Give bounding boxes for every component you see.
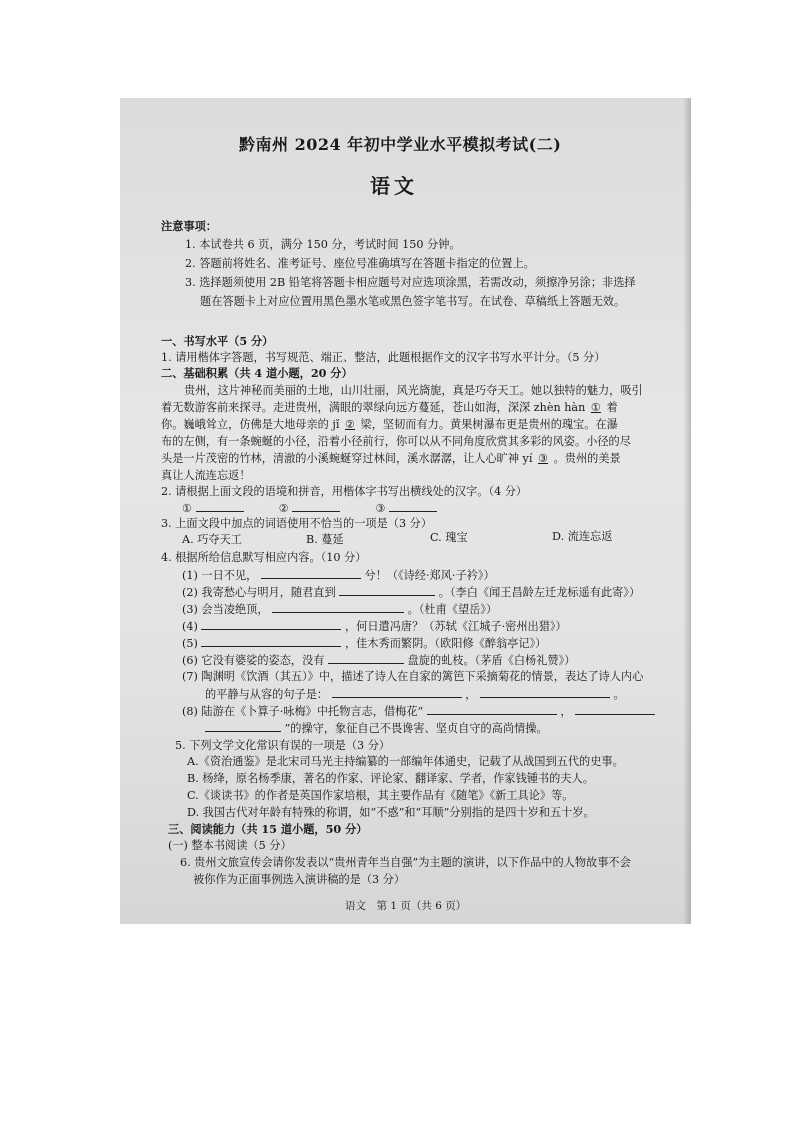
question-6: 被你作为正面事例选入演讲稿的是（3 分）: [193, 873, 406, 886]
passage-line: 真让人流连忘返！: [161, 469, 251, 482]
answer-line: [328, 652, 404, 664]
q2-blank-row: [182, 500, 437, 516]
passage-line: [161, 417, 618, 432]
answer-line: [201, 618, 341, 630]
q4-item-text: (8) 陆游在《卜算子·咏梅》中托物言志，借梅花“: [182, 705, 424, 718]
q4-item-text: (3) 会当凌绝顶，: [182, 603, 269, 616]
section-heading: 三、阅读能力（共 15 道小题，50 分）: [168, 822, 368, 836]
question-5: 5. 下列文学文化常识有误的一项是（3 分）: [175, 739, 391, 752]
answer-line: [480, 686, 610, 698]
q2-label: ②: [278, 502, 289, 515]
section-heading: 一、书写水平（5 分）: [161, 334, 274, 348]
passage-text: 。贵州的美景: [553, 452, 621, 465]
q3-option: C. 瑰宝: [430, 531, 468, 544]
answer-line: [427, 703, 557, 715]
q4-item: 的平静与从容的句子是： ， 。: [205, 688, 625, 701]
q5-option: D. 我国古代对年龄有特殊的称谓，如“不惑”和“耳顺”分别指的是四十岁和五十岁。: [187, 806, 595, 819]
passage-text: 头是一片茂密的竹林，清澈的小溪蜿蜒穿过林间，溪水潺潺，让人心旷神 yí: [161, 452, 533, 465]
q4-item: [205, 720, 548, 736]
q4-item-text: 盘旋的虬枝。（茅盾《白杨礼赞》）: [407, 654, 576, 667]
q4-item: [182, 584, 640, 600]
answer-line: [332, 686, 462, 698]
answer-line: [205, 720, 281, 732]
q4-item-text: (4): [182, 620, 198, 633]
answer-line: [196, 500, 244, 512]
blank-marker: ②: [344, 418, 355, 431]
question-1: 1. 请用楷体字答题，书写规范、端正、整洁，此题根据作文的汉字书写水平计分。（5 分）: [161, 351, 606, 364]
question-4: 4. 根据所给信息默写相应内容。（10 分）: [161, 551, 367, 564]
q4-item-text: ，佳木秀而繁阴。（欧阳修《醉翁亭记》）: [344, 637, 547, 650]
exam-title: 黔南州 2024 年初中学业水平模拟考试(二): [239, 135, 562, 154]
q4-item: (8) 陆游在《卜算子·咏梅》中托物言志，借梅花“ ，: [182, 703, 655, 719]
q2-label: ③: [375, 502, 386, 515]
passage-line: 布的左侧，有一条蜿蜒的小径，沿着小径前行，你可以从不同角度欣赏其多彩的风姿。小径的尽: [161, 435, 631, 448]
q4-item: [182, 618, 567, 634]
passage-text: 着无数游客前来探寻。走进贵州，满眼的翠绿向远方蔓延，苍山如海，深深 zhèn hàn: [161, 401, 586, 414]
section-heading: 二、基础积累（共 4 道小题，20 分）: [161, 366, 353, 380]
notice-item: 1. 本试卷共 6 页，满分 150 分，考试时间 150 分钟。: [185, 238, 461, 251]
q2-label: ①: [182, 502, 193, 515]
answer-line: [272, 601, 404, 613]
q4-item: (7) 陶渊明《饮酒（其五）》中，描述了诗人在自家的篱笆下采摘菊花的情景，表达了诗人内心: [182, 670, 644, 683]
q4-item-text: 。（杜甫《望岳》）: [407, 603, 498, 616]
q4-item: [182, 567, 495, 583]
q4-item-text: (6) 它没有婆娑的姿态，没有: [182, 654, 325, 667]
q3-option: A. 巧夺天工: [182, 533, 242, 546]
passage-line: [161, 400, 618, 415]
blank-marker: ③: [538, 452, 549, 465]
notice-item: 2. 答题前将姓名、准考证号、座位号准确填写在答题卡指定的位置上。: [185, 257, 535, 270]
q4-item-text: 的平静与从容的句子是：: [205, 688, 329, 701]
q5-option: A.《资治通鉴》是北宋司马光主持编纂的一部编年体通史，记载了从战国到五代的史事。: [187, 755, 624, 768]
q3-option: B. 蔓延: [306, 533, 344, 546]
answer-line: [339, 584, 435, 596]
q3-option: D. 流连忘返: [552, 530, 613, 543]
notice-item: 题在答题卡上对应位置用黑色墨水笔或黑色签字笔书写。在试卷、草稿纸上答题无效。: [200, 295, 626, 308]
answer-line: [261, 567, 361, 579]
q4-item-text: (5): [182, 637, 198, 650]
q5-option: C.《谈读书》的作者是英国作家培根，其主要作品有《随笔》《新工具论》等。: [187, 789, 574, 802]
q4-item-text: ，何日遣冯唐？（苏轼《江城子·密州出猎》）: [344, 620, 567, 633]
page-footer: 语文 第 1 页（共 6 页）: [345, 900, 467, 912]
passage-line: 贵州，这片神秘而美丽的土地，山川壮丽，风光旖旎，真是巧夺天工。她以独特的魅力，吸引: [184, 384, 643, 397]
q4-item-text: 兮！（《诗经·郑风·子衿》）: [364, 569, 495, 582]
blank-marker: ①: [590, 401, 601, 414]
passage-text: 你。巍峨耸立，仿佛是大地母亲的 jǐ: [161, 418, 340, 431]
q5-option: B. 杨绛，原名杨季康，著名的作家、评论家、翻译家、学者，作家钱锺书的夫人。: [187, 772, 594, 785]
q4-item: [182, 601, 497, 617]
passage-text: 着: [606, 401, 618, 414]
answer-line: [389, 500, 437, 512]
answer-line: [575, 703, 655, 715]
answer-line: [201, 635, 341, 647]
q4-item: [182, 635, 546, 651]
question-2: 2. 请根据上面文段的语境和拼音，用楷体字书写出横线处的汉字。（4 分）: [161, 485, 528, 498]
q4-item: [182, 652, 575, 668]
q4-item-text: ”的操守，象征自己不畏谗害、坚贞自守的高尚情操。: [284, 722, 548, 735]
passage-text: 梁，坚韧而有力。黄果树瀑布更是贵州的瑰宝。在瀑: [360, 418, 618, 431]
subject-title: 语文: [370, 174, 418, 198]
notice-item: 3. 选择题须使用 2B 铅笔将答题卡相应题号对应选项涂黑，若需改动，须擦净另涂；非选择: [185, 276, 636, 289]
answer-line: [292, 500, 340, 512]
notice-heading: 注意事项：: [161, 219, 217, 233]
q4-item-text: 。（李白《闻王昌龄左迁龙标遥有此寄》）: [438, 586, 641, 599]
exam-paper-photo: [120, 98, 691, 924]
passage-line: [161, 451, 621, 466]
q4-item-text: (2) 我寄愁心与明月，随君直到: [182, 586, 336, 599]
subsection-heading: (一) 整本书阅读（5 分）: [168, 839, 292, 852]
q4-item-text: (1) 一日不见，: [182, 569, 258, 582]
question-6: 6. 贵州文旅宣传会请你发表以“贵州青年当自强”为主题的演讲，以下作品中的人物故事不会: [180, 856, 631, 869]
question-3: 3. 上面文段中加点的词语使用不恰当的一项是（3 分）: [161, 517, 433, 530]
